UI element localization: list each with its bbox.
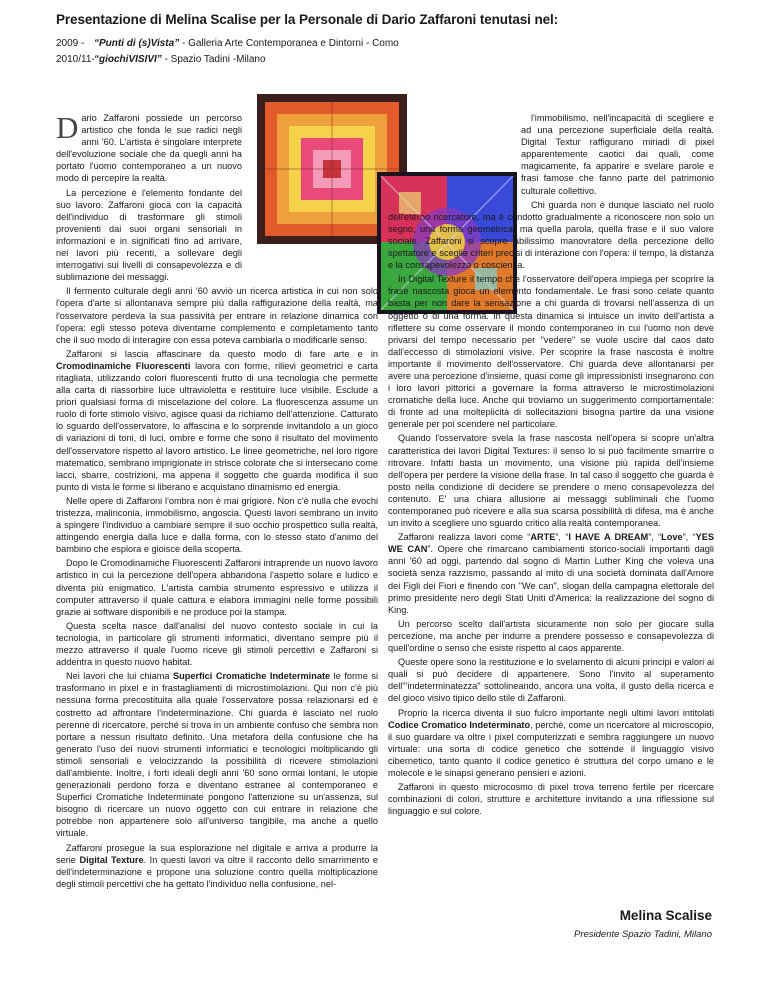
exhibition-line: 2010/11-“giochiVISIVI” - Spazio Tadini -Milano: [56, 54, 266, 65]
page-title: Presentazione di Melina Scalise per la Personale di Dario Zaffaroni tenutasi nel:: [56, 12, 559, 27]
left-column: [56, 112, 378, 892]
paragraph: Dopo le Cromodinamiche Fluorescenti Zaffaroni intraprende un nuovo lavoro artistico in cui la percezione dell'opera abbandona l'aspetto solare e ludico e diventa più enigmatico. L'artista cambia strumento espressivo e utilizza il computer attraverso il quale cattura e elabora immagini nelle forme possibili grazie ai software disponibili e ne produce poi la stampa.: [56, 558, 378, 617]
signature-name: Melina Scalise: [619, 908, 712, 923]
paragraph: Zaffaroni realizza lavori come “ARTE”, “I HAVE A DREAM”, “Love”, “YES WE CAN”. Opere che rimarcano cambiamenti storico-sociali importanti dagli anni '60 ad oggi, partendo dal sogno di Martin Luther King che voleva una società senza razzismo, passando al mito di una società dominata dall'Amore dei Figli dei Fiori e finendo con "We can", slogan della campagna elettorale del primo presidente nero degli Stati Uniti d'America: la realizzazione del sogno di King.: [388, 532, 714, 615]
paragraph: In Digital Texture il tempo che l'osservatore dell'opera impiega per scoprire la frase nascosta gioca un elemento fondamentale. Le frasi sono celate quanto basta per non dare la sensazione a chi guarda di trovarsi nell'assenza di un oggetto o di una forma. In questa dinamica si intuisce un invito dell'artista a riflettere su come osservare il mondo contemporaneo in cui l'uomo non deve privarsi del tempo necessario per "vedere" se vuole uscire dal caos dato dall'eccesso di stimolazioni visive. Per scoprire la frase nascosta è inoltre importante il movimento dell'osservatore. Chi guarda deve allontanarsi per avere una percezione d'insieme, quasi come gli impressionisti insegnarono con i loro lavori pittorici a governare la forma attraverso le microstimolazioni cromatiche della luce. Anche qui troviamo un suggerimento comportamentale: di fronte ad una molteplicità di sollecitazioni bisogna partire da una visione generale per poi scendere nel particolare.: [388, 274, 714, 430]
exhibition-line: 2009 - “Punti di (s)Vista” - Galleria Arte Contemporanea e Dintorni - Como: [56, 38, 399, 49]
signature-role: Presidente Spazio Tadini, Milano: [573, 929, 712, 940]
paragraph: Zaffaroni si lascia affascinare da questo modo di fare arte e in Cromodinamiche Fluorescenti lavora con forme, rilievi geometrici e carta ritagliata, utilizzando colori fluorescenti frutto di una tecnologia che permette alla carta di riassorbire luce ultravioletta e restituire luce visibile. Esclude a priori qualsiasi forma di miscelazione del colore. La fluorescenza assume un ruolo di forte stimolo visivo, agisce quasi da richiamo dell'attenzione. Catturato lo sguardo dell'osservatore, lo affascina e lo sorprende invitandolo a un gioco di variazioni di toni, di luci, ombre e forme che sono il risultato del movimento dell'osservatore rispetto al lavoro artistico. Le linee geometriche, nel loro rigore matematico, sembrano imprigionate in strisce colorate che si intersecano come lacci, sbarre, costrizioni, ma appena il soggetto che guarda modifica il suo punto di vista le forme si liberano e acquistano dinamismo ed energia.: [56, 348, 378, 492]
drop-cap: D: [56, 110, 79, 145]
paragraph: Nei lavori che lui chiama Superfici Cromatiche Indeterminate le forme si trasformano in pixel e in frastagliamenti di microstimolazioni. Qui non c'è più nessuna forma precostituita alla quale l'osservatore possa relazionarsi ed è costretto ad affrontare l'indeterminazione. Chi guarda è lasciato nel ruolo perenne di ricercatore, perché si trova in un ambiente confuso che sembra non portare a nessun risultato definito. Una metafora della confusione che ha generato l'uso dei nuovi strumenti informatici e tecnologici moltiplicando gli stimoli sensoriali e velocizzando la possibilità di ricevere stimolazioni dall'ambiente. Inoltre, i forti ideali degli anni '60 sono ormai lontani, le utopie generazionali perdono forza e diventano estranee al contemporaneo e Superfici Cromatiche Indeterminate pongono l'attenzione su un'assenza, sul bisogno di ricercare un nuovo oggetto con cui entrare in relazione che potrebbe non appartenere solo all'universo tangibile, ma anche a quello virtuale.: [56, 671, 378, 839]
paragraph: Zaffaroni prosegue la sua esplorazione nel digitale e arriva a produrre la serie Digital Texture. In questi lavori va oltre il racconto dello smarrimento e dell'indeterminazione e propone una soluzione contro quella moltiplicazione degli stimoli percettivi che ha gettato l'individuo nella confusione, nel-: [56, 842, 378, 889]
paragraph: Un percorso scelto dall'artista sicuramente non solo per giocare sulla percezione, ma anche per indurre a prendere possesso e consapevolezza di quell'ordine o senso che esiste rispetto al caos apparente.: [388, 618, 714, 654]
paragraph: Queste opere sono la restituzione e lo svelamento di alcuni principi e valori ai quali si può decidere di appartenere. Sono l'invito al superamento dell'"indeterminatezza" sottolineando, ancora una volta, il gusto della ricerca e del gioco visivo tipico dello stile di Zaffaroni.: [388, 657, 714, 704]
paragraph: Dario Zaffaroni possiede un percorso artistico che fonda le sue radici negli anni '60. L'artista è singolare interprete dell'evoluzione sociale che da quegli anni ha portato l'uomo contemporaneo a un nuovo modo di percepire la realtà.: [56, 110, 242, 184]
paragraph: Chi guarda non è dunque lasciato nel ruolo dell'eterno ricercatore, ma è condotto gradualmente a riconoscere non solo un segno, una forma geometrica, ma quella parola, quella frase e il suo valore sociale. Zaffaroni si scopre abilissimo manovratore della percezione dello spettatore e sceglie criteri precisi di interazione con l'opera: il tempo, la distanza e la consapevolezza o coscienza.: [388, 199, 714, 271]
paragraph: Quando l'osservatore svela la frase nascosta nell'opera si scopre un'altra caratteristica dei lavori Digital Textures: il senso lo si può facilmente smarrire o ritrovare. Infatti basta un movimento, una visione più rapida dell'insieme dell'opera per perdere la visione della frase. In tal caso il soggetto che guarda è posto nella condizione di decidere se prendere o meno consapevolezza del contenuto. E' una chiara allusione ai messaggi subliminali che l'uomo contemporaneo può ricevere e alla sua scarsa possibilità di difesa, ma è anche un invito a scegliere uno sguardo critico alla realtà contemporanea.: [388, 433, 714, 529]
paragraph: Proprio la ricerca diventa il suo fulcro importante negli ultimi lavori intitolati Codice Cromatico Indeterminato, perchè, come un ricercatore al microscopio, il suo guardare va oltre i pixel computerizzati e sembra raggiungere un nuovo virtuale: una sorta di codice genetico che sottende il linguaggio visivo cibernetico, tanto quanto il codice genetico è struttura del corpo umano e le molecole e le sinapsi generano pensieri e azioni.: [388, 707, 714, 778]
right-column: [388, 112, 714, 819]
paragraph: Il fermento culturale degli anni '60 avviò un ricerca artistica in cui non solo l'opera d'arte si allontanava sempre più dalla raffigurazione della realtà, ma l'osservatore perdeva la sua passività per entrare in relazione dinamica con l'opera: egli stesso poteva diventarne complemento e completamento tanto che il suo modo di interagire con essa poteva cambiarla o modificarle senso.: [56, 286, 378, 345]
paragraph: Questa scelta nasce dall'analisi del nuovo contesto sociale in cui la tecnologia, in particolare gli strumenti informatici, diventano sempre più il mezzo attraverso il quale l'uomo riceve gli stimoli percettivi e Zaffaroni si addentra in questo nuovo habitat.: [56, 620, 378, 668]
paragraph: La percezione è l'elemento fondante del suo lavoro. Zaffaroni gioca con la capacità dell'individuo di trasformare gli stimoli provenienti dai suoi organi sensoriali in informazioni e in significati fino ad arrivare, nei lavori più recenti, a sollevare degli interrogativi sui livelli di consapevolezza e di sublimazione dei messaggi.: [56, 187, 242, 283]
paragraph: Nelle opere di Zaffaroni l'ombra non è mai grigiore. Non c'è nulla che evochi tristezza, malinconia, immobilismo, angoscia. Questi lavori sembrano un invito a spingere l'individuo a cambiare sempre il suo occhio prospettico sulla realtà, attingendo energia dalla luce e dalla forma, con lo stesso stato d'animo del bambino che esplora e gioisce della scoperta.: [56, 495, 378, 555]
paragraph: l'immobilismo, nell'incapacità di scegliere e ad una percezione superficiale della realtà. Digital Textur raffigurano miriadi di pixel apparentemente caotici dai quali, come magicamente, fa apparire e svelare parole e frasi famose che fanno parte del patrimonio culturale collettivo.: [521, 113, 714, 196]
paragraph: Zaffaroni in questo microcosmo di pixel trova terreno fertile per ricercare combinazioni di colori, strutture e architetture invitando a una riflessione sul linguaggio e sul colore.: [388, 782, 714, 817]
